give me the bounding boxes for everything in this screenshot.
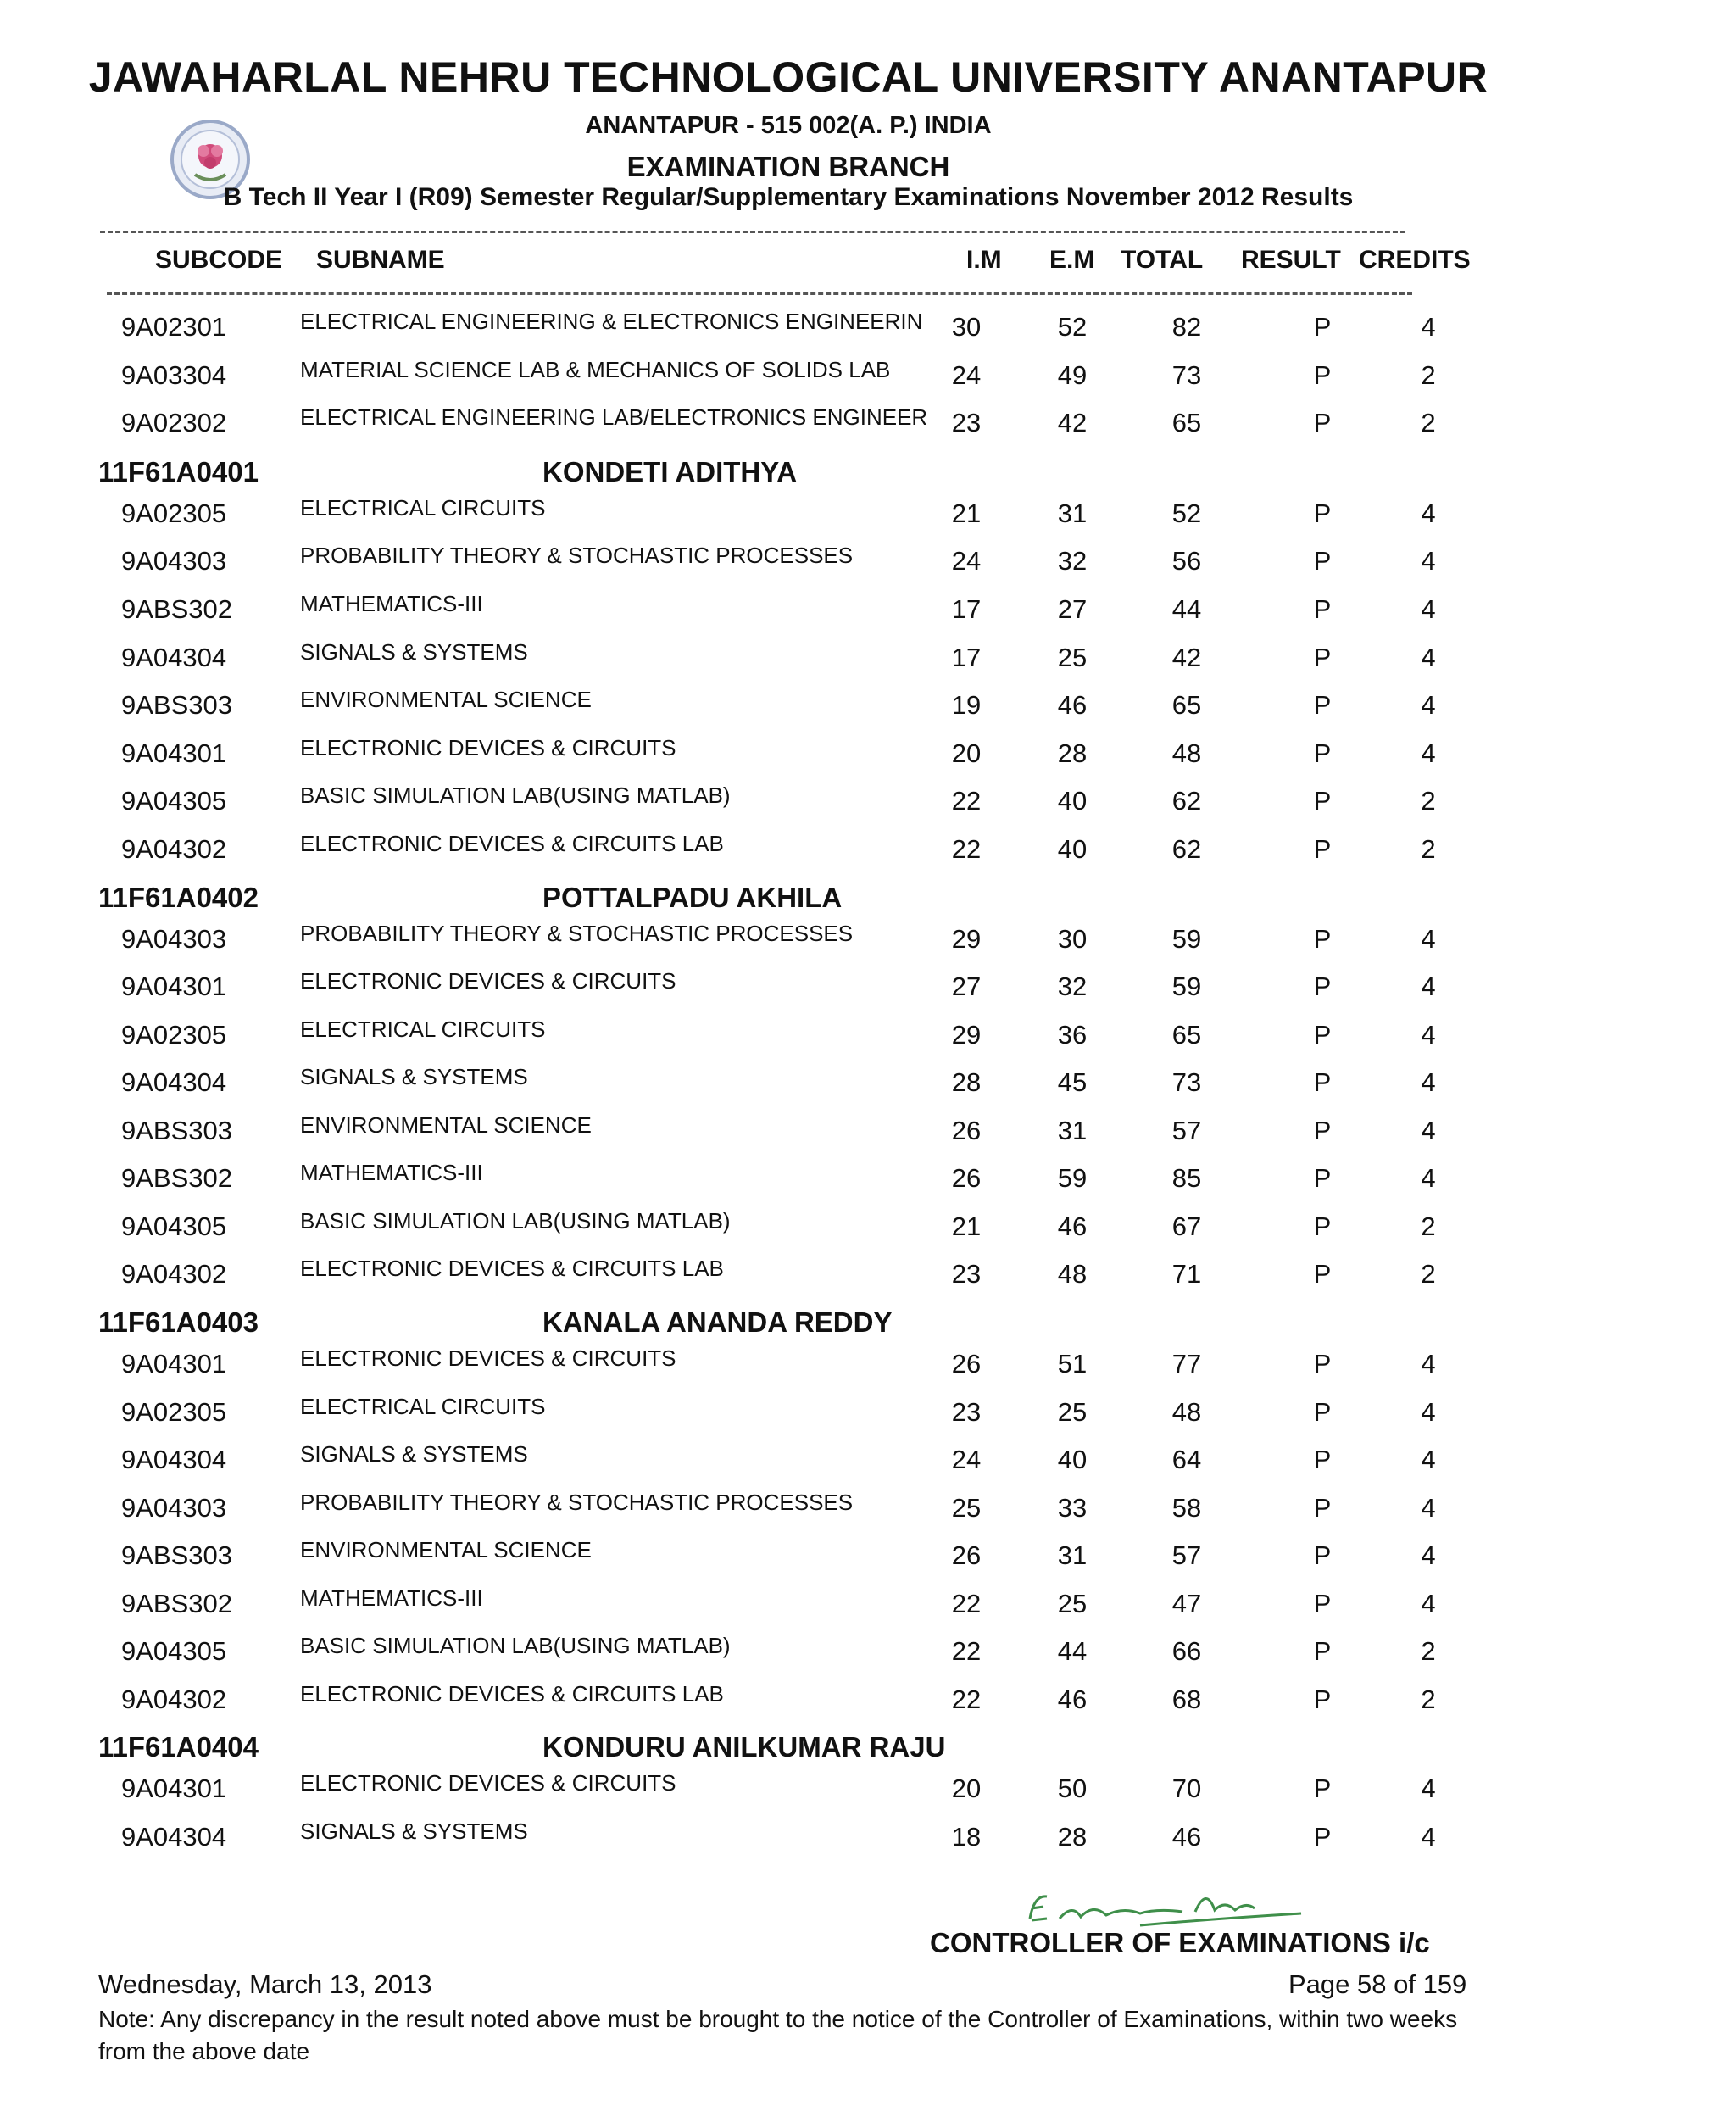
credits: 2: [1421, 834, 1436, 864]
subname: ELECTRICAL ENGINEERING & ELECTRONICS ENGINEERIN: [300, 309, 923, 334]
result: P: [1313, 1445, 1332, 1474]
subcode: 9ABS302: [121, 1163, 232, 1193]
subname: ENVIRONMENTAL SCIENCE: [300, 687, 592, 712]
credits: 4: [1421, 1540, 1436, 1570]
credits: 4: [1421, 1397, 1436, 1427]
subcode: 9A02305: [121, 1397, 227, 1427]
subcode: 9A03304: [121, 360, 227, 390]
subname: PROBABILITY THEORY & STOCHASTIC PROCESSES: [300, 1490, 854, 1515]
credits: 2: [1421, 408, 1436, 437]
table-row: [0, 1767, 1736, 1814]
table-row: [0, 1252, 1736, 1300]
subname: SIGNALS & SYSTEMS: [300, 1441, 528, 1467]
external-marks: 25: [1057, 1589, 1088, 1618]
total-marks: 56: [1171, 546, 1202, 576]
table-row: [0, 683, 1736, 731]
student-header: [0, 1306, 1736, 1344]
total-marks: 48: [1171, 1397, 1202, 1427]
external-marks: 33: [1057, 1493, 1088, 1523]
subname: ELECTRONIC DEVICES & CIRCUITS LAB: [300, 831, 724, 856]
internal-marks: 25: [951, 1493, 982, 1523]
discrepancy-note: Note: Any discrepancy in the result noted above must be brought to the notice of the Controller of Examinations, within two weeks from the above date: [98, 2006, 1458, 2064]
subname: SIGNALS & SYSTEMS: [300, 1064, 528, 1089]
credits: 4: [1421, 1067, 1436, 1097]
internal-marks: 21: [951, 1211, 982, 1241]
result: P: [1313, 924, 1332, 954]
external-marks: 44: [1057, 1636, 1088, 1666]
credits: 4: [1421, 498, 1436, 528]
total-marks: 77: [1171, 1349, 1202, 1378]
student-name: KONDETI ADITHYA: [542, 456, 798, 487]
subname: SIGNALS & SYSTEMS: [300, 1818, 528, 1844]
result: P: [1313, 360, 1332, 390]
total-marks: 73: [1171, 1067, 1202, 1097]
internal-marks: 19: [951, 690, 982, 720]
credits: 2: [1421, 360, 1436, 390]
subcode: 9A04301: [121, 972, 227, 1001]
student-name: POTTALPADU AKHILA: [542, 882, 843, 913]
result: P: [1313, 408, 1332, 437]
subname: ELECTRONIC DEVICES & CIRCUITS LAB: [300, 1681, 724, 1707]
result: P: [1313, 594, 1332, 624]
subcode: 9A04305: [121, 1636, 227, 1666]
credits: 4: [1421, 1774, 1436, 1803]
total-marks: 64: [1171, 1445, 1202, 1474]
internal-marks: 24: [951, 1445, 982, 1474]
result: P: [1313, 312, 1332, 342]
university-address: ANANTAPUR - 515 002(A. P.) INDIA: [585, 112, 992, 139]
table-row: [0, 1013, 1736, 1061]
external-marks: 28: [1057, 1822, 1088, 1852]
external-marks: 40: [1057, 834, 1088, 864]
subcode: 9A02302: [121, 408, 227, 437]
table-row: [0, 1061, 1736, 1108]
table-row: [0, 732, 1736, 779]
total-marks: 67: [1171, 1211, 1202, 1241]
result: P: [1313, 1822, 1332, 1852]
external-marks: 46: [1057, 1211, 1088, 1241]
result: P: [1313, 643, 1332, 672]
result: P: [1313, 1774, 1332, 1803]
total-marks: 85: [1171, 1163, 1202, 1193]
subcode: 9A02301: [121, 312, 227, 342]
internal-marks: 17: [951, 643, 982, 672]
result: P: [1313, 1636, 1332, 1666]
col-credits: CREDITS: [1359, 246, 1471, 274]
total-marks: 42: [1171, 643, 1202, 672]
subcode: 9A02305: [121, 498, 227, 528]
student-name: KANALA ANANDA REDDY: [542, 1306, 893, 1338]
internal-marks: 23: [951, 408, 982, 437]
col-result: RESULT: [1241, 246, 1341, 274]
internal-marks: 20: [951, 1774, 982, 1803]
credits: 4: [1421, 972, 1436, 1001]
credits: 4: [1421, 1822, 1436, 1852]
subname: ELECTRONIC DEVICES & CIRCUITS LAB: [300, 1256, 724, 1281]
external-marks: 40: [1057, 786, 1088, 816]
internal-marks: 29: [951, 924, 982, 954]
table-row: [0, 1156, 1736, 1204]
subname: SIGNALS & SYSTEMS: [300, 639, 528, 665]
result: P: [1313, 786, 1332, 816]
credits: 4: [1421, 1020, 1436, 1050]
subcode: 9A04302: [121, 1259, 227, 1289]
subcode: 9A04304: [121, 1822, 227, 1852]
credits: 4: [1421, 1493, 1436, 1523]
subname: BASIC SIMULATION LAB(USING MATLAB): [300, 1208, 731, 1234]
subname: ELECTRONIC DEVICES & CIRCUITS: [300, 1770, 676, 1796]
credits: 2: [1421, 1211, 1436, 1241]
table-row: [0, 1390, 1736, 1438]
total-marks: 65: [1171, 408, 1202, 437]
total-marks: 52: [1171, 498, 1202, 528]
total-marks: 46: [1171, 1822, 1202, 1852]
subcode: 9ABS303: [121, 1540, 232, 1570]
subcode: 9A04304: [121, 1067, 227, 1097]
external-marks: 32: [1057, 546, 1088, 576]
subcode: 9A04303: [121, 546, 227, 576]
subcode: 9A04305: [121, 786, 227, 816]
subcode: 9A04305: [121, 1211, 227, 1241]
university-title: JAWAHARLAL NEHRU TECHNOLOGICAL UNIVERSITY ANANTAPUR: [88, 53, 1488, 101]
subcode: 9A04301: [121, 1774, 227, 1803]
result: P: [1313, 1540, 1332, 1570]
student-header: [0, 456, 1736, 493]
credits: 4: [1421, 1445, 1436, 1474]
student-roll: 11F61A0402: [98, 882, 259, 913]
col-subname: SUBNAME: [316, 246, 445, 274]
external-marks: 31: [1057, 1540, 1088, 1570]
total-marks: 62: [1171, 834, 1202, 864]
result: P: [1313, 1067, 1332, 1097]
total-marks: 57: [1171, 1540, 1202, 1570]
controller-title: CONTROLLER OF EXAMINATIONS i/c: [930, 1927, 1430, 1958]
internal-marks: 29: [951, 1020, 982, 1050]
table-row: [0, 1109, 1736, 1156]
internal-marks: 22: [951, 786, 982, 816]
table-row: [0, 917, 1736, 965]
col-total: TOTAL: [1121, 246, 1204, 274]
subname: ELECTRICAL CIRCUITS: [300, 1016, 546, 1042]
table-row: [0, 1534, 1736, 1581]
page-number: Page 58 of 159: [1288, 1969, 1467, 1999]
internal-marks: 30: [951, 312, 982, 342]
result: P: [1313, 1493, 1332, 1523]
result: P: [1313, 1116, 1332, 1145]
student-header: [0, 882, 1736, 919]
subname: ELECTRICAL CIRCUITS: [300, 1394, 546, 1419]
credits: 4: [1421, 1589, 1436, 1618]
student-roll: 11F61A0403: [98, 1306, 259, 1338]
subname: BASIC SIMULATION LAB(USING MATLAB): [300, 783, 731, 808]
subcode: 9A04303: [121, 924, 227, 954]
total-marks: 82: [1171, 312, 1202, 342]
subcode: 9ABS303: [121, 1116, 232, 1145]
credits: 4: [1421, 1116, 1436, 1145]
subcode: 9A04303: [121, 1493, 227, 1523]
result: P: [1313, 690, 1332, 720]
external-marks: 46: [1057, 1685, 1088, 1714]
credits: 4: [1421, 1163, 1436, 1193]
col-subcode: SUBCODE: [155, 246, 283, 274]
internal-marks: 18: [951, 1822, 982, 1852]
credits: 4: [1421, 738, 1436, 768]
external-marks: 25: [1057, 643, 1088, 672]
table-row: [0, 1438, 1736, 1485]
total-marks: 62: [1171, 786, 1202, 816]
total-marks: 70: [1171, 1774, 1202, 1803]
result: P: [1313, 1685, 1332, 1714]
external-marks: 49: [1057, 360, 1088, 390]
print-date: Wednesday, March 13, 2013: [98, 1969, 432, 1999]
table-row: [0, 401, 1736, 448]
external-marks: 27: [1057, 594, 1088, 624]
internal-marks: 24: [951, 360, 982, 390]
internal-marks: 23: [951, 1397, 982, 1427]
table-row: [0, 1205, 1736, 1252]
table-row: [0, 1815, 1736, 1863]
internal-marks: 22: [951, 834, 982, 864]
internal-marks: 17: [951, 594, 982, 624]
internal-marks: 22: [951, 1589, 982, 1618]
subname: MATERIAL SCIENCE LAB & MECHANICS OF SOLIDS LAB: [300, 357, 891, 382]
external-marks: 46: [1057, 690, 1088, 720]
col-im: I.M: [966, 246, 1002, 274]
credits: 4: [1421, 312, 1436, 342]
total-marks: 58: [1171, 1493, 1202, 1523]
result: P: [1313, 1397, 1332, 1427]
result: P: [1313, 1020, 1332, 1050]
subname: PROBABILITY THEORY & STOCHASTIC PROCESSES: [300, 921, 854, 946]
result: P: [1313, 1163, 1332, 1193]
subname: MATHEMATICS-III: [300, 591, 483, 616]
credits: 4: [1421, 690, 1436, 720]
table-row: [0, 354, 1736, 401]
subname: PROBABILITY THEORY & STOCHASTIC PROCESSES: [300, 543, 854, 568]
subcode: 9ABS302: [121, 594, 232, 624]
external-marks: 30: [1057, 924, 1088, 954]
divider-header: [107, 292, 1412, 295]
result: P: [1313, 972, 1332, 1001]
external-marks: 36: [1057, 1020, 1088, 1050]
external-marks: 51: [1057, 1349, 1088, 1378]
total-marks: 59: [1171, 924, 1202, 954]
internal-marks: 22: [951, 1636, 982, 1666]
subname: ELECTRONIC DEVICES & CIRCUITS: [300, 968, 676, 994]
internal-marks: 28: [951, 1067, 982, 1097]
subname: ELECTRONIC DEVICES & CIRCUITS: [300, 1345, 676, 1371]
subname: MATHEMATICS-III: [300, 1585, 483, 1611]
external-marks: 32: [1057, 972, 1088, 1001]
internal-marks: 26: [951, 1540, 982, 1570]
student-name: KONDURU ANILKUMAR RAJU: [542, 1731, 946, 1763]
credits: 4: [1421, 546, 1436, 576]
subname: MATHEMATICS-III: [300, 1160, 483, 1185]
credits: 2: [1421, 1685, 1436, 1714]
table-row: [0, 1342, 1736, 1390]
subname: BASIC SIMULATION LAB(USING MATLAB): [300, 1633, 731, 1658]
table-row: [0, 1486, 1736, 1534]
total-marks: 71: [1171, 1259, 1202, 1289]
divider-top: [100, 231, 1405, 233]
external-marks: 48: [1057, 1259, 1088, 1289]
internal-marks: 26: [951, 1349, 982, 1378]
table-row: [0, 1678, 1736, 1725]
subname: ENVIRONMENTAL SCIENCE: [300, 1537, 592, 1562]
exam-description: B Tech II Year I (R09) Semester Regular/Supplementary Examinations November 2012 Results: [223, 183, 1354, 211]
external-marks: 28: [1057, 738, 1088, 768]
result: P: [1313, 1349, 1332, 1378]
internal-marks: 20: [951, 738, 982, 768]
result: P: [1313, 546, 1332, 576]
credits: 4: [1421, 924, 1436, 954]
external-marks: 40: [1057, 1445, 1088, 1474]
subname: ELECTRICAL CIRCUITS: [300, 495, 546, 521]
internal-marks: 22: [951, 1685, 982, 1714]
table-row: [0, 1629, 1736, 1677]
total-marks: 73: [1171, 360, 1202, 390]
result: P: [1313, 1259, 1332, 1289]
total-marks: 65: [1171, 1020, 1202, 1050]
table-row: [0, 965, 1736, 1012]
subcode: 9A04302: [121, 834, 227, 864]
student-roll: 11F61A0404: [98, 1731, 259, 1763]
total-marks: 65: [1171, 690, 1202, 720]
total-marks: 44: [1171, 594, 1202, 624]
total-marks: 48: [1171, 738, 1202, 768]
subcode: 9A04301: [121, 1349, 227, 1378]
total-marks: 66: [1171, 1636, 1202, 1666]
subcode: 9A04301: [121, 738, 227, 768]
external-marks: 31: [1057, 1116, 1088, 1145]
result: P: [1313, 738, 1332, 768]
table-row: [0, 1582, 1736, 1629]
total-marks: 59: [1171, 972, 1202, 1001]
internal-marks: 26: [951, 1163, 982, 1193]
internal-marks: 24: [951, 546, 982, 576]
table-row: [0, 305, 1736, 353]
result: P: [1313, 1589, 1332, 1618]
credits: 2: [1421, 786, 1436, 816]
external-marks: 31: [1057, 498, 1088, 528]
external-marks: 42: [1057, 408, 1088, 437]
result: P: [1313, 834, 1332, 864]
subcode: 9A04302: [121, 1685, 227, 1714]
external-marks: 50: [1057, 1774, 1088, 1803]
total-marks: 47: [1171, 1589, 1202, 1618]
credits: 2: [1421, 1636, 1436, 1666]
total-marks: 68: [1171, 1685, 1202, 1714]
subcode: 9A04304: [121, 643, 227, 672]
internal-marks: 26: [951, 1116, 982, 1145]
result: P: [1313, 498, 1332, 528]
total-marks: 57: [1171, 1116, 1202, 1145]
subcode: 9ABS303: [121, 690, 232, 720]
col-em: E.M: [1049, 246, 1095, 274]
subcode: 9A02305: [121, 1020, 227, 1050]
subcode: 9A04304: [121, 1445, 227, 1474]
internal-marks: 27: [951, 972, 982, 1001]
external-marks: 25: [1057, 1397, 1088, 1427]
external-marks: 45: [1057, 1067, 1088, 1097]
subname: ELECTRONIC DEVICES & CIRCUITS: [300, 735, 676, 760]
internal-marks: 21: [951, 498, 982, 528]
credits: 4: [1421, 1349, 1436, 1378]
table-row: [0, 492, 1736, 539]
internal-marks: 23: [951, 1259, 982, 1289]
student-header: [0, 1731, 1736, 1768]
subname: ELECTRICAL ENGINEERING LAB/ELECTRONICS ENGINEER: [300, 404, 928, 430]
subname: ENVIRONMENTAL SCIENCE: [300, 1112, 592, 1138]
table-row: [0, 779, 1736, 827]
examination-branch: EXAMINATION BRANCH: [626, 151, 950, 182]
result: P: [1313, 1211, 1332, 1241]
credits: 4: [1421, 594, 1436, 624]
table-row: [0, 636, 1736, 683]
table-row: [0, 539, 1736, 587]
subcode: 9ABS302: [121, 1589, 232, 1618]
credits: 2: [1421, 1259, 1436, 1289]
external-marks: 52: [1057, 312, 1088, 342]
table-row: [0, 588, 1736, 635]
student-roll: 11F61A0401: [98, 456, 259, 487]
credits: 4: [1421, 643, 1436, 672]
external-marks: 59: [1057, 1163, 1088, 1193]
table-row: [0, 827, 1736, 875]
